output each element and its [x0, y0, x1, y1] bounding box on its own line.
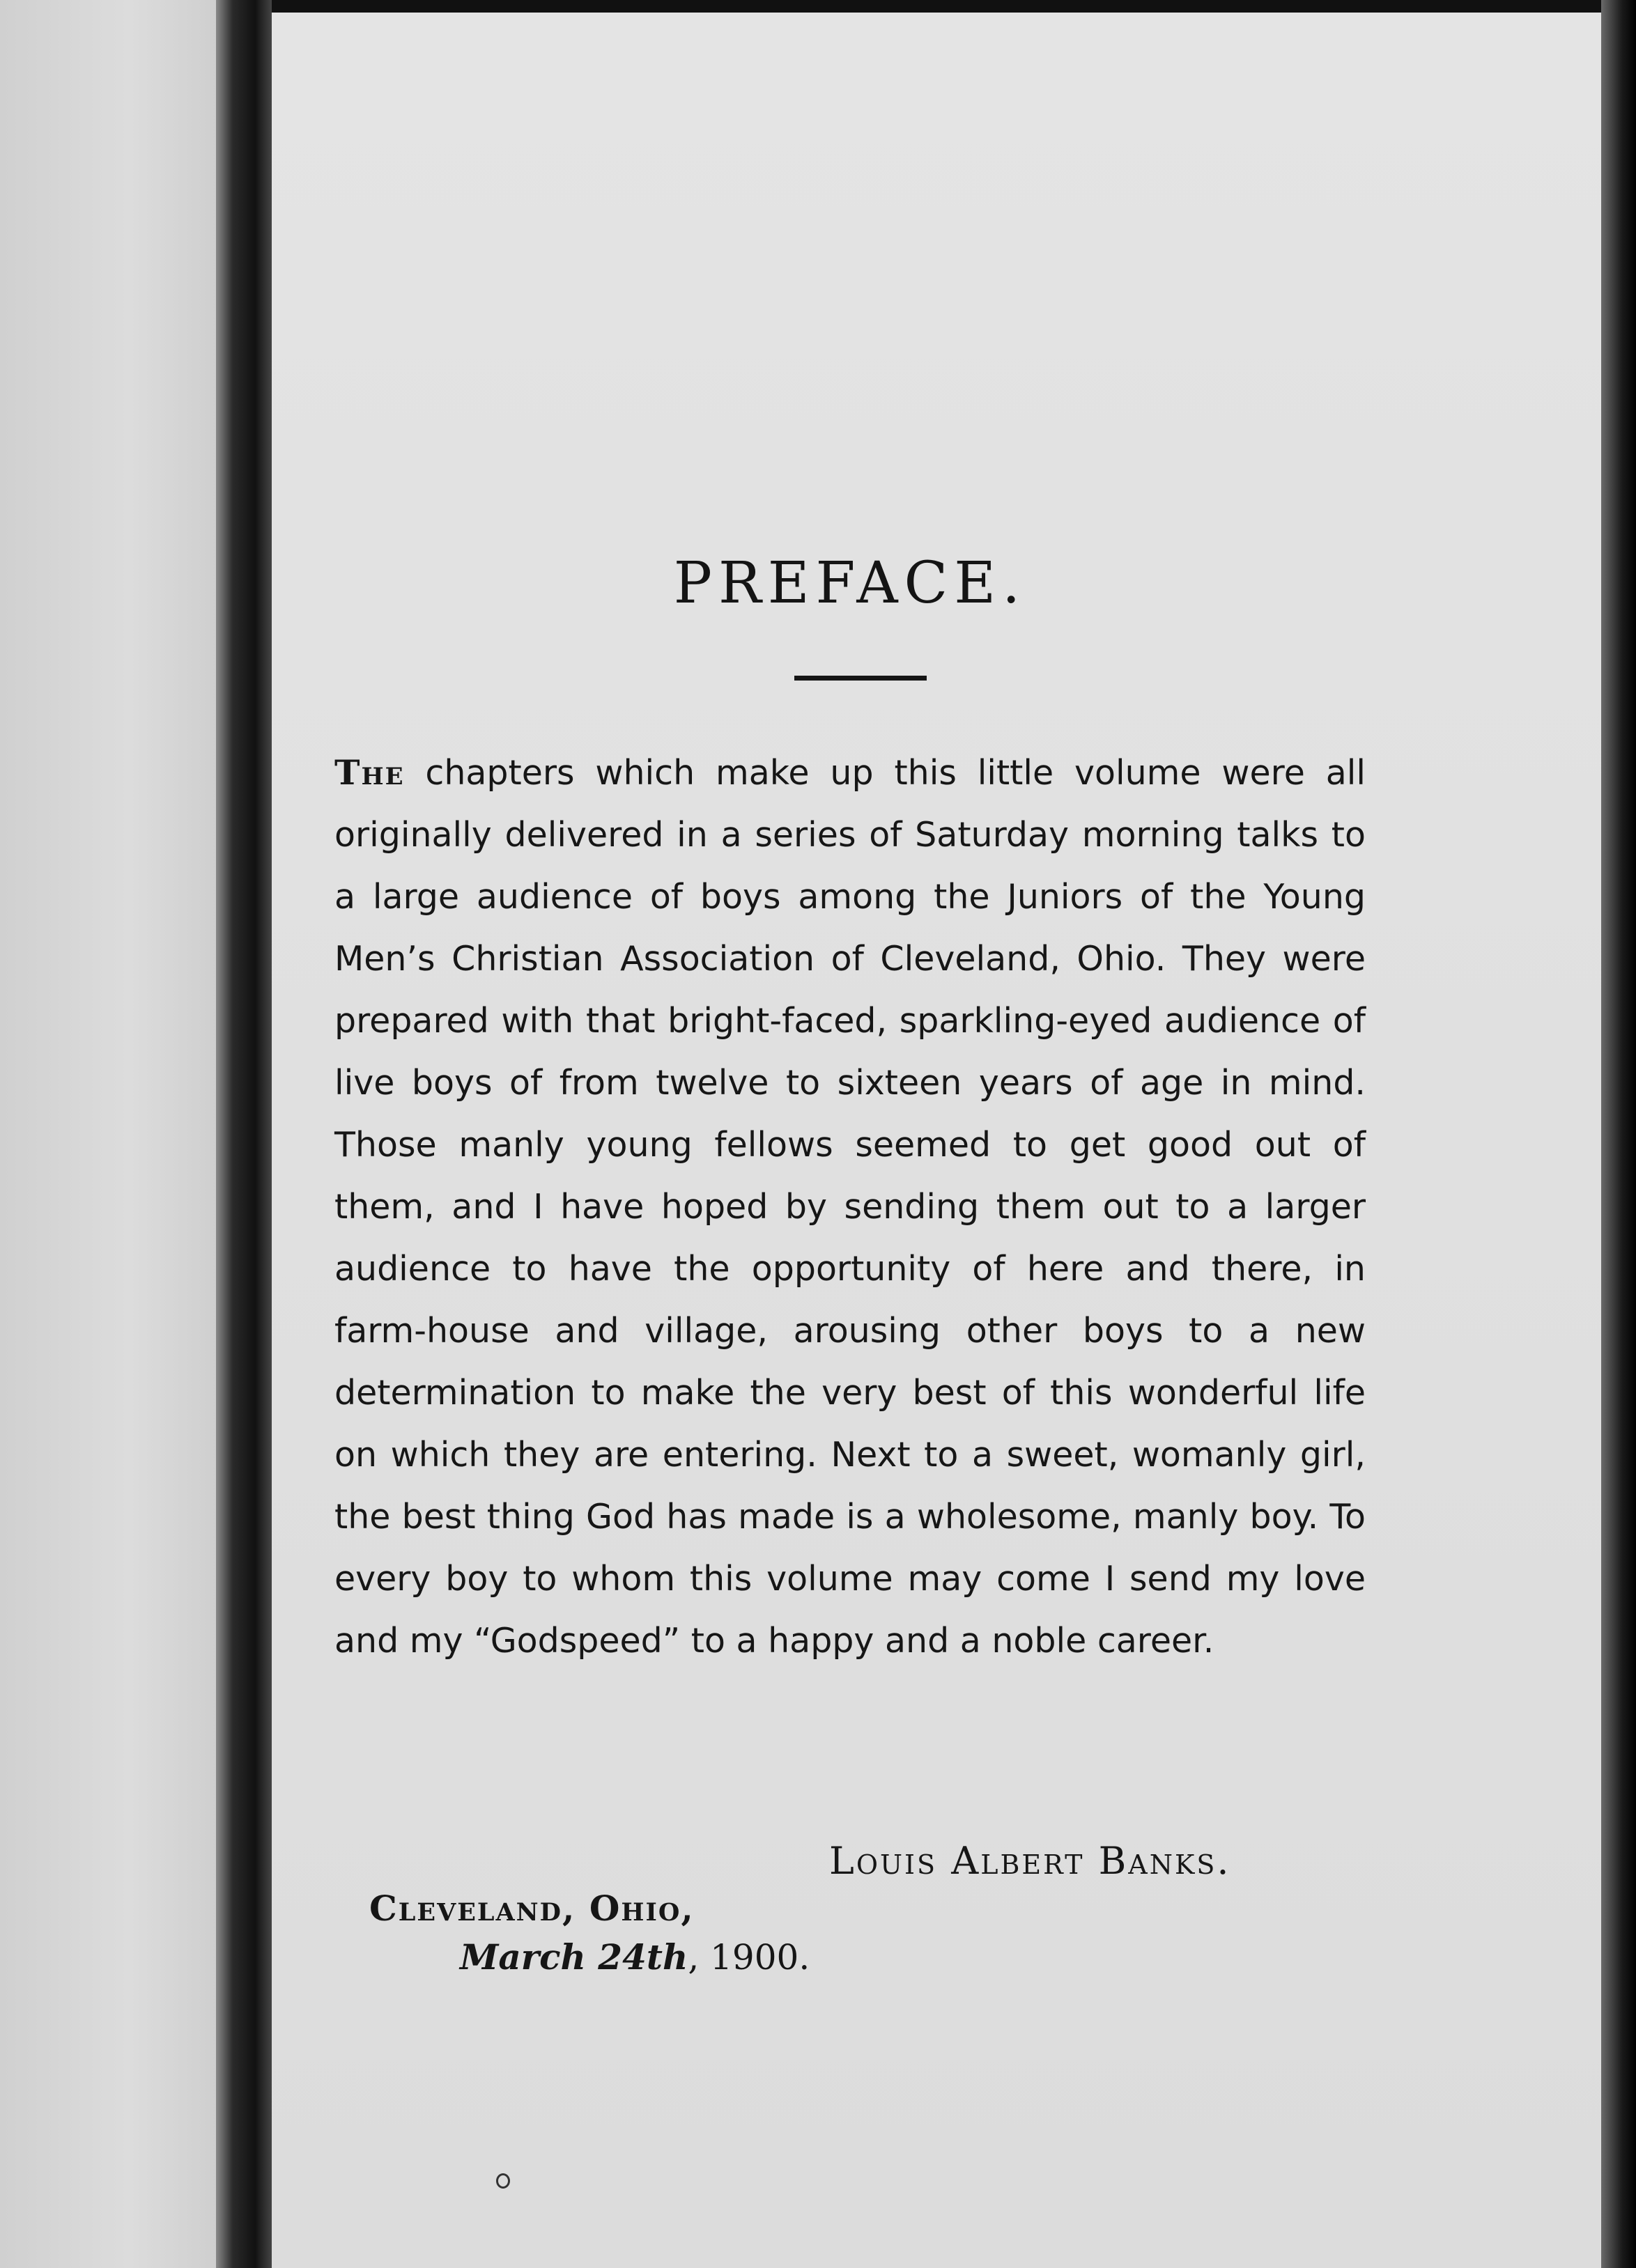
page-top-edge [272, 0, 1636, 13]
preface-paragraph [334, 742, 1366, 1672]
author-signature: Louis Albert Banks. [829, 1839, 1231, 1883]
preface-text: chapters which make up this little volume were all originally delivered in a series of Saturday morning talks to a large audience of boys among the Juniors of the Young Men’s Christian Association of Cleveland, Ohio. They were prepared with that bright-faced, sparkling-eyed audience of live boys of from twelve to sixteen years of age in mind. Those manly young fellows seemed to get good out of them, and I have hoped by sending them out to a larger audience to have the opportunity of here and there, in farm-house and village, arousing other boys to a new determination to make the very best of this wonderful life on which they are entering. Next to a sweet, womanly girl, the best thing God has made is a wholesome, manly boy. To every boy to whom this volume may come I send my love and my “Godspeed” to a happy and a noble career. [334, 753, 1366, 1661]
page-right-edge [1601, 0, 1636, 2268]
preface-first-word: The [334, 752, 405, 793]
facing-page-edge [0, 0, 216, 2268]
date-year: , 1900. [688, 1937, 810, 1978]
date-month-day: March 24th [460, 1936, 688, 1978]
ink-speck [496, 2173, 510, 2189]
book-gutter [216, 0, 272, 2268]
place-line: Cleveland, Ohio, [369, 1888, 695, 1929]
title-rule [794, 676, 927, 681]
page-title: PREFACE. [673, 550, 1027, 616]
date-line [460, 1936, 810, 1978]
